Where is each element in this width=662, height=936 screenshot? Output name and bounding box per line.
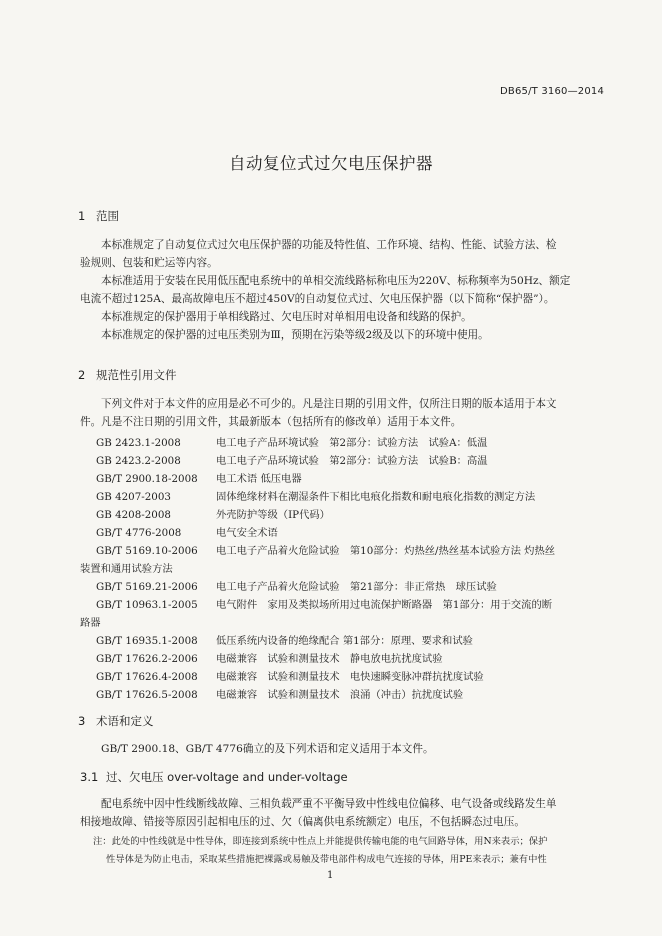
section-title: 术语和定义	[96, 714, 154, 728]
reference-code: GB/T 10963.1-2005	[96, 599, 198, 611]
reference-item	[96, 452, 606, 467]
reference-title: 低压系统内设备的绝缘配合 第1部分：原理、要求和试验	[216, 635, 473, 647]
reference-item	[96, 650, 606, 665]
reference-title: 固体绝缘材料在潮湿条件下相比电痕化指数和耐电痕化指数的测定方法	[216, 491, 536, 503]
reference-code: GB/T 17626.2-2006	[96, 653, 198, 665]
terms-intro: GB/T 2900.18、GB/T 4776确立的及下列术语和定义适用于本文件。	[101, 743, 434, 755]
reference-item	[96, 596, 606, 611]
reference-item	[96, 434, 606, 449]
note-line-2: 性导体是为防止电击，采取某些措施把裸露或易触及带电部件构成电气连接的导体，用PE来表示；兼有中性	[106, 854, 547, 865]
scope-line-4: 电流不超过125A、最高故障电压不超过450V的自动复位式过、欠电压保护器（以下简称“保护器”）。	[80, 293, 555, 305]
reference-item	[96, 506, 606, 521]
reference-item	[96, 632, 606, 647]
normative-intro-1: 下列文件对于本文件的应用是必不可少的。凡是注日期的引用文件，仅所注日期的版本适用于本文	[101, 398, 557, 410]
reference-item	[96, 488, 606, 503]
reference-title: 外壳防护等级（IP代码）	[216, 509, 330, 521]
section-title: 范围	[96, 209, 119, 223]
section-number: 2	[78, 368, 86, 382]
subsection-3-1-heading	[80, 769, 348, 785]
section-title: 规范性引用文件	[96, 368, 177, 382]
reference-title: 电磁兼容 试验和测量技术 浪涌（冲击）抗扰度试验	[216, 689, 464, 701]
reference-code: GB 2423.2-2008	[96, 455, 181, 467]
section-number: 1	[78, 209, 86, 223]
reference-item	[96, 470, 606, 485]
note-line-1: 注：此处的中性线就是中性导体，即连接到系统中性点上并能提供传输电能的电气回路导体，用N来表示；保护	[93, 836, 548, 847]
reference-continuation: 路器	[80, 617, 101, 629]
reference-title: 电工术语 低压电器	[216, 473, 302, 485]
reference-code: GB/T 4776-2008	[96, 527, 182, 539]
reference-code: GB 2423.1-2008	[96, 437, 181, 449]
reference-title: 电气安全术语	[216, 527, 278, 539]
scope-line-3: 本标准适用于安装在民用低压配电系统中的单相交流线路标称电压为220V、标称频率为50Hz、额定	[101, 275, 571, 287]
reference-title: 电工电子产品环境试验 第2部分：试验方法 试验B：高温	[216, 455, 488, 467]
reference-code: GB/T 16935.1-2008	[96, 635, 198, 647]
standard-code: DB65/T 3160—2014	[500, 86, 605, 97]
reference-item	[96, 578, 606, 593]
reference-code: GB/T 5169.10-2006	[96, 545, 198, 557]
normative-intro-2: 件。凡是不注日期的引用文件，其最新版本（包括所有的修改单）适用于本文件。	[80, 416, 462, 428]
reference-title: 电工电子产品着火危险试验 第10部分：灼热丝/热丝基本试验方法 灼热丝	[216, 545, 556, 557]
scope-line-6: 本标准规定的保护器的过电压类别为Ⅲ，预期在污染等级2级及以下的环境中使用。	[101, 329, 489, 341]
reference-title: 电工电子产品着火危险试验 第21部分：非正常热 球压试验	[216, 581, 497, 593]
reference-item	[96, 524, 606, 539]
scope-line-5: 本标准规定的保护器用于单相线路过、欠电压时对单相用电设备和线路的保护。	[101, 311, 472, 323]
reference-code: GB 4208-2008	[96, 509, 171, 521]
subsection-number: 3.1	[80, 770, 99, 784]
scope-line-1: 本标准规定了自动复位式过欠电压保护器的功能及特性值、工作环境、结构、性能、试验方法、检	[101, 239, 557, 251]
reference-continuation: 装置和通用试验方法	[80, 563, 173, 575]
reference-code: GB/T 5169.21-2006	[96, 581, 198, 593]
document-title: 自动复位式过欠电压保护器	[229, 154, 433, 173]
definition-line-2: 相接地故障、错接等原因引起相电压的过、欠（偏离供电系统额定）电压，不包括瞬态过电压。	[80, 816, 525, 828]
reference-code: GB 4207-2003	[96, 491, 171, 503]
reference-title: 电气附件 家用及类拟场所用过电流保护断路器 第1部分：用于交流的断	[216, 599, 553, 611]
reference-title: 电工电子产品环境试验 第2部分：试验方法 试验A：低温	[216, 437, 488, 449]
reference-code: GB/T 17626.5-2008	[96, 689, 198, 701]
section-2-heading	[78, 367, 177, 383]
reference-item	[96, 542, 606, 557]
reference-code: GB/T 2900.18-2008	[96, 473, 198, 485]
page-number: 1	[327, 870, 334, 881]
reference-code: GB/T 17626.4-2008	[96, 671, 198, 683]
section-3-heading	[78, 713, 154, 729]
scope-line-2: 验规则、包装和贮运等内容。	[80, 257, 218, 269]
section-1-heading	[78, 208, 119, 224]
definition-line-1: 配电系统中因中性线断线故障、三相负载严重不平衡导致中性线电位偏移、电气设备或线路发生单	[101, 798, 557, 810]
reference-item	[96, 668, 606, 683]
reference-title: 电磁兼容 试验和测量技术 静电放电抗扰度试验	[216, 653, 443, 665]
reference-item	[96, 686, 606, 701]
reference-title: 电磁兼容 试验和测量技术 电快速瞬变脉冲群抗扰度试验	[216, 671, 484, 683]
section-number: 3	[78, 714, 86, 728]
subsection-title: 过、欠电压 over-voltage and under-voltage	[106, 770, 348, 784]
